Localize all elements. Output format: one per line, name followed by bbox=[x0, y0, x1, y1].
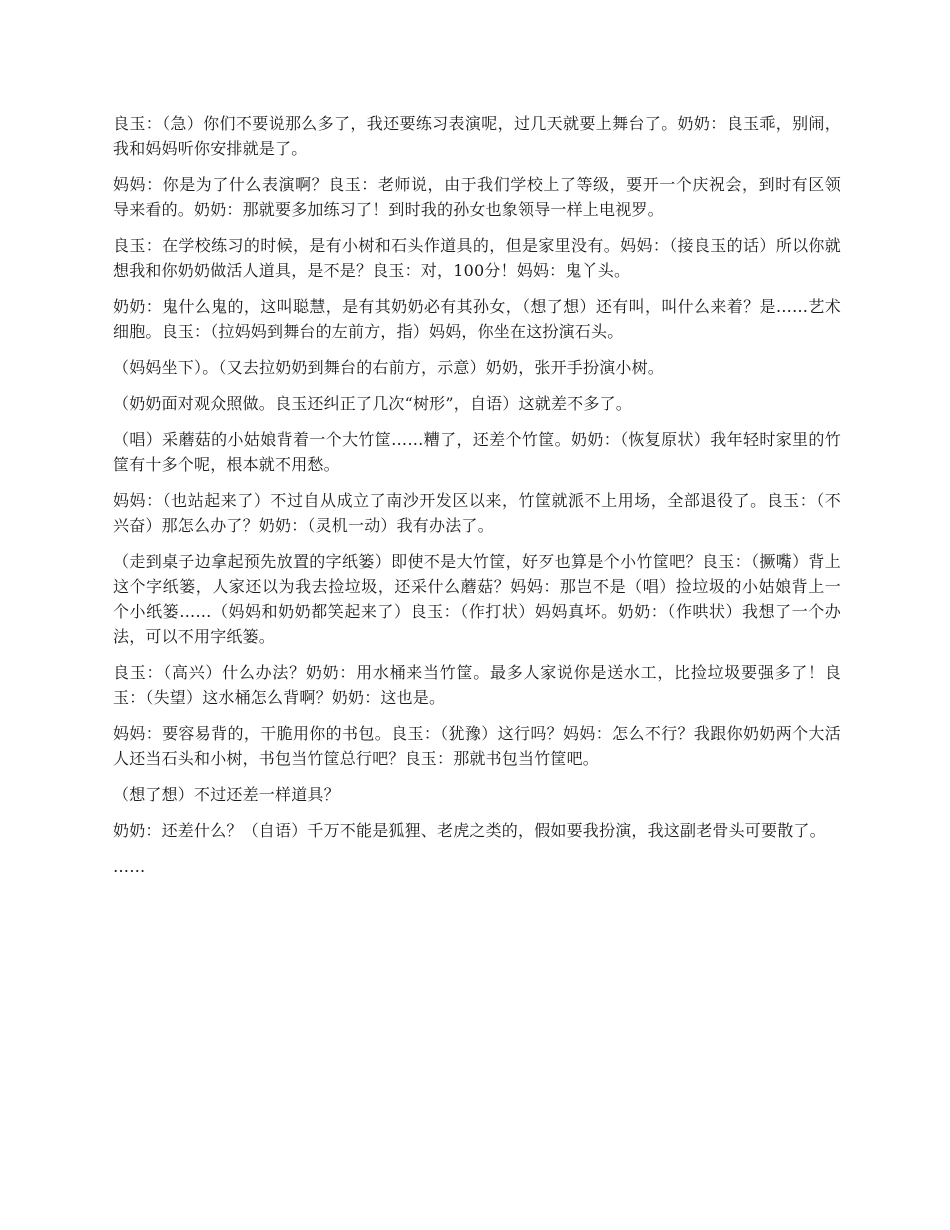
paragraph-5: （妈妈坐下）。（又去拉奶奶到舞台的右前方，示意）奶奶，张开手扮演小树。 bbox=[113, 358, 665, 377]
paragraph-3: 良玉：在学校练习的时候，是有小树和石头作道具的，但是家里没有。妈妈：（接良玉的话）所以你就想我和你奶奶做活人道具，是不是？良玉：对，100分！妈妈：鬼丫头。 bbox=[113, 236, 841, 280]
paragraph-4: 奶奶：鬼什么鬼的，这叫聪慧，是有其奶奶必有其孙女，（想了想）还有叫，叫什么来着？是……艺术细胞。良玉：（拉妈妈到舞台的左前方，指）妈妈，你坐在这扮演石头。 bbox=[113, 297, 841, 341]
paragraph-9: （走到桌子边拿起预先放置的字纸篓）即使不是大竹筐，好歹也算是个小竹筐吧？良玉：（撅嘴）背上这个字纸篓，人家还以为我去捡垃圾，还采什么蘑菇？妈妈：那岂不是（唱）捡垃圾的小姑娘背上一个小纸篓……（妈妈和奶奶都笑起来了）良玉：（作打状）妈妈真坏。奶奶：（作哄状）我想了一个办法，可以不用字纸篓。 bbox=[113, 552, 841, 646]
paragraph-ellipsis: …… bbox=[113, 857, 146, 876]
paragraph-8: 妈妈：（也站起来了）不过自从成立了南沙开发区以来，竹筐就派不上用场，全部退役了。良玉：（不兴奋）那怎么办了？奶奶：（灵机一动）我有办法了。 bbox=[113, 491, 841, 535]
paragraph-13: 奶奶：还差什么？（自语）千万不能是狐狸、老虎之类的，假如要我扮演，我这副老骨头可要散了。 bbox=[113, 821, 826, 840]
paragraph-1: 良玉：（急）你们不要说那么多了，我还要练习表演呢，过几天就要上舞台了。奶奶：良玉乖，别闹，我和妈妈听你安排就是了。 bbox=[113, 114, 841, 158]
document-body bbox=[113, 111, 841, 890]
paragraph-2: 妈妈：你是为了什么表演啊？良玉：老师说，由于我们学校上了等级，要开一个庆祝会，到时有区领导来看的。奶奶：那就要多加练习了！到时我的孙女也象领导一样上电视罗。 bbox=[113, 175, 841, 219]
paragraph-11: 妈妈：要容易背的，干脆用你的书包。良玉：（犹豫）这行吗？妈妈：怎么不行？我跟你奶奶两个大活人还当石头和小树，书包当竹筐总行吧？良玉：那就书包当竹筐吧。 bbox=[113, 724, 841, 768]
paragraph-10: 良玉：（高兴）什么办法？奶奶：用水桶来当竹筐。最多人家说你是送水工，比捡垃圾要强多了！良玉：（失望）这水桶怎么背啊？奶奶：这也是。 bbox=[113, 663, 841, 707]
paragraph-12: （想了想）不过还差一样道具？ bbox=[113, 785, 340, 804]
paragraph-6: （奶奶面对观众照做。良玉还纠正了几次“树形”，自语）这就差不多了。 bbox=[113, 394, 632, 413]
paragraph-7: （唱）采蘑菇的小姑娘背着一个大竹筐……糟了，还差个竹筐。奶奶：（恢复原状）我年轻时家里的竹筐有十多个呢，根本就不用愁。 bbox=[113, 430, 841, 474]
